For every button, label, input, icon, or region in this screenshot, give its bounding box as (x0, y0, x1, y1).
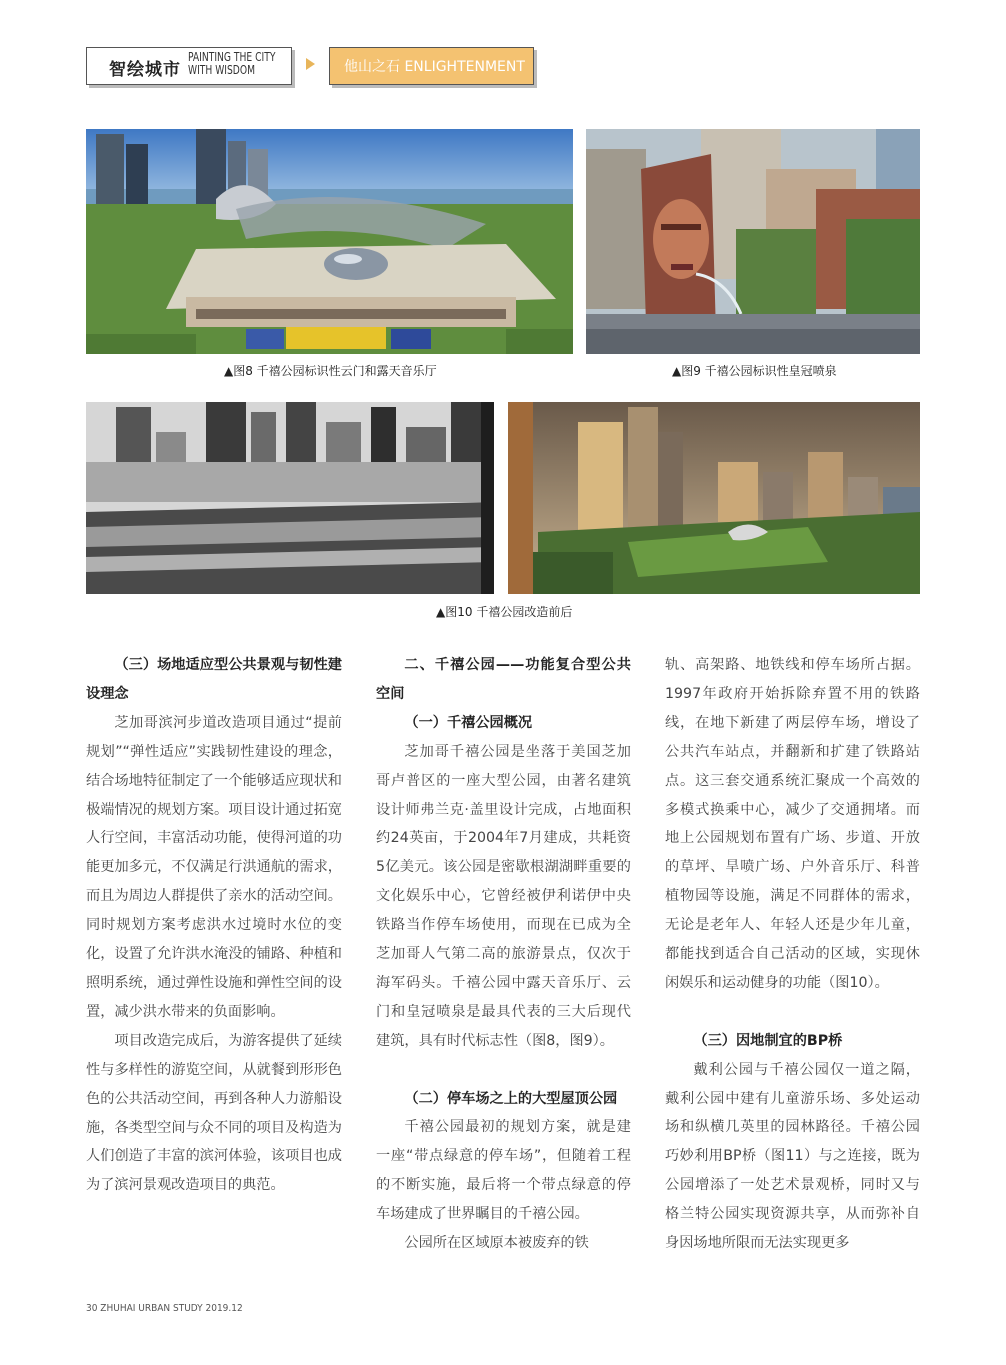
text-column-2 (376, 651, 631, 1258)
section-title-en (188, 51, 275, 77)
figure-8-photo (86, 129, 573, 354)
paragraph: 芝加哥千禧公园是坐落于美国芝加哥卢普区的一座大型公园，由著名建筑设计师弗兰克·盖里设计完成，占地面积约24英亩，于2004年7月建成，共耗资5亿美元。该公园是密歇根湖湖畔重要的文化娱乐中心，它曾经被伊利诺伊中央铁路当作停车场使用，而现在已成为全芝加哥人气第二高的旅游景点，仅次于海军码头。千禧公园中露天音乐厅、云门和皇冠喷泉是最具代表的三大后现代建筑，具有时代标志性（图8，图9）。 (376, 743, 631, 1049)
column-tab (329, 47, 534, 85)
section-heading-3: （三）场地适应型公共景观与韧性建设理念 (86, 657, 342, 702)
paragraph: 公园所在区域原本被废弃的铁 (404, 1235, 589, 1252)
subsection-heading-1: （一）千禧公园概况 (404, 714, 533, 731)
section-title-cn: 智绘城市 (109, 60, 181, 80)
figure-9-photo (586, 129, 920, 354)
page-footer: 30 ZHUHAI URBAN STUDY 2019.12 (86, 1303, 243, 1314)
section-tab (86, 47, 292, 85)
paragraph: 戴利公园与千禧公园仅一道之隔，戴利公园中建有儿童游乐场、多处运动场和纵横几英里的园林路径。千禧公园巧妙利用BP桥（图11）与之连接，既为公园增添了一处艺术景观桥，同时又与格兰特公园实现资源共享，从而弥补自身因场地所限而无法实现更多 (665, 1061, 920, 1252)
figure-9-caption: ▲图9 千禧公园标识性皇冠喷泉 (672, 364, 837, 378)
figure-8-caption: ▲图8 千禧公园标识性云门和露天音乐厅 (224, 364, 437, 378)
subsection-heading-2: （二）停车场之上的大型屋顶公园 (404, 1090, 618, 1107)
paragraph: 芝加哥滨河步道改造项目通过“提前规划”“弹性适应”实践韧性建设的理念，结合场地特征制定了一个能够适应现状和极端情况的规划方案。项目设计通过拓宽人行空间，丰富活动功能，使得河道的功能更加多元，不仅满足行洪通航的需求，而且为周边人群提供了亲水的活动空间。同时规划方案考虑洪水过境时水位的变化，设置了允许洪水淹没的铺路、种植和照明系统，通过弹性设施和弹性空间的设置，减少洪水带来的负面影响。 (86, 714, 342, 1020)
subsection-heading-3: （三）因地制宜的BP桥 (693, 1032, 843, 1049)
text-column-3 (665, 651, 920, 1258)
section-title-en-line1: PAINTING THE CITY (188, 50, 276, 64)
text-column-1 (86, 651, 342, 1200)
figure-10-after-photo (508, 402, 920, 594)
column-label: 他山之石 ENLIGHTENMENT (344, 59, 525, 75)
paragraph: 项目改造完成后，为游客提供了延续性与多样性的游览空间，从就餐到形形色色的公共活动空间，再到各种人力游船设施，各类型空间与众不同的项目及构造为人们创造了丰富的滨河体验，该项目也成为了滨河景观改造项目的典范。 (86, 1032, 342, 1194)
section-title-en-line2: WITH WISDOM (188, 63, 256, 77)
paragraph: 轨、高架路、地铁线和停车场所占据。1997年政府开始拆除弃置不用的铁路线，在地下新建了两层停车场，增设了公共汽车站点，并翻新和扩建了铁路站点。这三套交通系统汇聚成一个高效的多模式换乘中心，减少了交通拥堵。而地上公园规划布置有广场、步道、开放的草坪、旱喷广场、户外音乐厅、科普植物园等设施，满足不同群体的需求，无论是老年人、年轻人还是少年儿童，都能找到适合自己活动的区域，实现休闲娱乐和运动健身的功能（图10）。 (665, 657, 920, 991)
triangle-arrow-icon (306, 58, 315, 70)
paragraph: 千禧公园最初的规划方案，就是建一座“带点绿意的停车场”，但随着工程的不断实施，最后将一个带点绿意的停车场建成了世界瞩目的千禧公园。 (376, 1119, 631, 1223)
figure-10-caption: ▲图10 千禧公园改造前后 (436, 605, 573, 619)
figure-10-before-photo (86, 402, 494, 594)
chapter-heading: 二、千禧公园——功能复合型公共空间 (376, 657, 631, 702)
